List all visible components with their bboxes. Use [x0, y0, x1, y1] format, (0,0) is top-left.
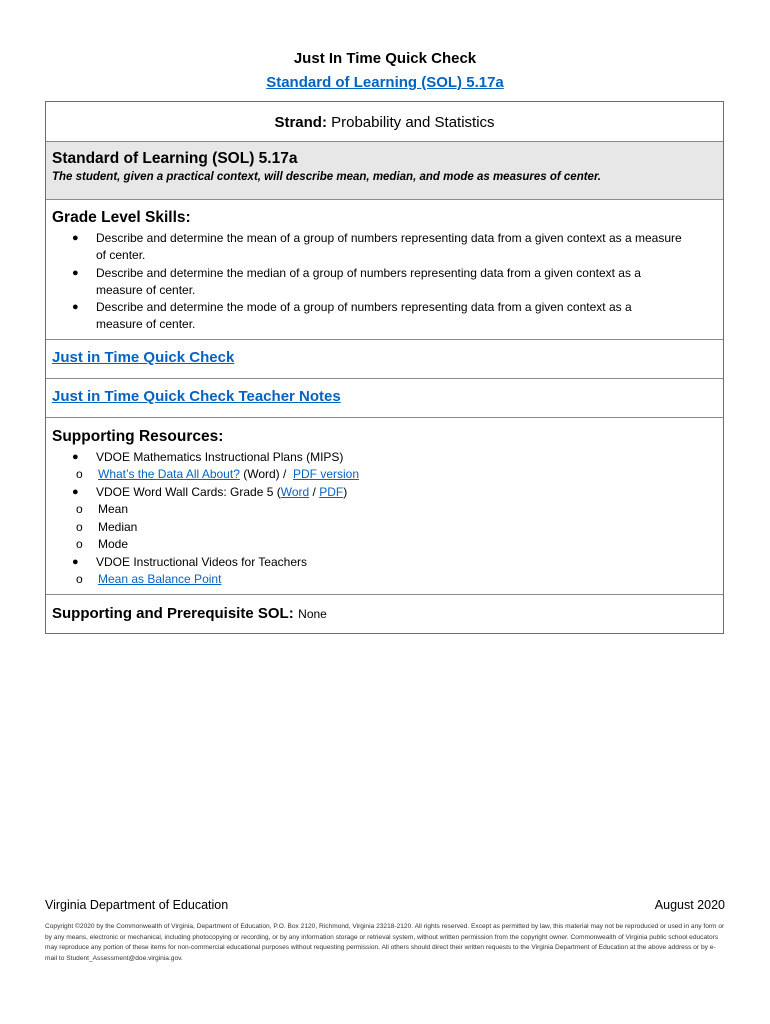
list-item	[52, 466, 717, 484]
sub-bullet-icon: o	[76, 467, 83, 482]
prereq-value: None	[298, 607, 327, 621]
quick-check-link[interactable]: Just in Time Quick Check	[52, 349, 235, 366]
footer-date: August 2020	[654, 898, 725, 912]
skills-list	[52, 230, 717, 334]
list-item	[52, 519, 717, 537]
wordwall-item: Mode	[98, 537, 129, 552]
skill-text-cont: measure of center.	[96, 317, 196, 332]
footer-organization: Virginia Department of Education	[45, 898, 229, 912]
wordwall-sublist	[52, 501, 717, 554]
resources-list	[52, 449, 717, 589]
resources-row	[46, 418, 723, 595]
quick-check-row	[46, 340, 723, 379]
balance-point-video-link[interactable]: Mean as Balance Point	[98, 572, 222, 587]
teacher-notes-row	[46, 379, 723, 418]
list-item	[52, 449, 717, 484]
skill-text: Describe and determine the median of a group of numbers representing data from a given context as a	[96, 265, 641, 280]
sol-link[interactable]: Standard of Learning (SOL) 5.17a	[266, 74, 504, 91]
list-item	[52, 571, 717, 589]
skill-text-cont: measure of center.	[96, 282, 196, 297]
bullet-icon: ●	[72, 232, 79, 244]
skill-text: Describe and determine the mean of a group of numbers representing data from a given context as a measure	[96, 231, 682, 245]
bullet-icon: ●	[72, 485, 79, 498]
wordwall-item: Median	[98, 519, 138, 534]
list-item	[52, 536, 717, 554]
mips-pdf-link[interactable]: PDF version	[293, 467, 360, 482]
sub-bullet-icon: o	[76, 572, 83, 587]
sub-bullet-icon: o	[76, 519, 83, 534]
subtitle-link-wrapper	[0, 74, 770, 91]
sub-bullet-icon: o	[76, 537, 83, 552]
wordwall-label: VDOE Word Wall Cards: Grade 5 (	[96, 484, 281, 499]
skills-row	[46, 200, 723, 340]
teacher-notes-link[interactable]: Just in Time Quick Check Teacher Notes	[52, 388, 341, 405]
page-title: Just In Time Quick Check	[293, 50, 477, 67]
resources-heading: Supporting Resources:	[52, 428, 224, 445]
strand-label: Strand:	[274, 114, 327, 131]
videos-sublist	[52, 571, 717, 589]
list-item	[52, 265, 717, 300]
strand-row	[46, 102, 723, 142]
bullet-icon: ●	[72, 451, 79, 463]
copyright-notice: Copyright ©2020 by the Commonwealth of Virginia, Department of Education, P.O. Box 2120, Richmond, Virginia 23218-2120. All rights reserved. Except as permitted by law, this material may not be reproduced or used in any form or by any means, electronic or mechanical, including photocopying or recording, or by any information storage or retrieval system, without written permission from the copyright owner. Commonwealth of Virginia public school educators may reproduce any portion of these items for non-commercial educational purposes without requesting permission. All others should direct their written requests to the Virginia Department of Education at the above address or by e-mail to Student_Assessment@doe.virginia.gov.	[45, 923, 725, 962]
skill-text-cont: of center.	[96, 248, 146, 263]
list-item	[52, 230, 717, 265]
wordwall-item: Mean	[98, 502, 129, 517]
wordwall-word-link[interactable]: Word	[280, 484, 310, 499]
mips-sublist	[52, 466, 717, 484]
bullet-icon: ●	[72, 555, 79, 568]
prereq-row	[46, 595, 723, 633]
list-item	[52, 299, 717, 334]
list-item	[52, 484, 717, 554]
wordwall-pdf-link[interactable]: PDF	[319, 484, 344, 499]
word-format-text: (Word) /	[239, 467, 290, 482]
skills-heading: Grade Level Skills:	[52, 209, 191, 226]
bullet-icon: ●	[72, 301, 79, 314]
wordwall-sep: /	[309, 484, 320, 499]
strand-value: Probability and Statistics	[331, 114, 495, 131]
list-item	[52, 554, 717, 589]
mips-label: VDOE Mathematics Instructional Plans (MIPS)	[96, 450, 344, 464]
sol-row	[46, 142, 723, 200]
sub-bullet-icon: o	[76, 502, 83, 517]
videos-label: VDOE Instructional Videos for Teachers	[96, 554, 307, 569]
sol-description: The student, given a practical context, will describe mean, median, and mode as measures of center.	[52, 171, 601, 183]
mips-word-link[interactable]: What’s the Data All About?	[98, 467, 240, 482]
content-table	[45, 101, 724, 634]
list-item	[52, 501, 717, 519]
prereq-colon: :	[288, 605, 294, 622]
prereq-label: Supporting and Prerequisite SOL	[52, 605, 289, 622]
skill-text: Describe and determine the mode of a group of numbers representing data from a given context as a	[96, 300, 632, 315]
bullet-icon: ●	[72, 266, 79, 279]
sol-title: Standard of Learning (SOL) 5.17a	[52, 150, 298, 167]
wordwall-close: )	[343, 484, 348, 499]
